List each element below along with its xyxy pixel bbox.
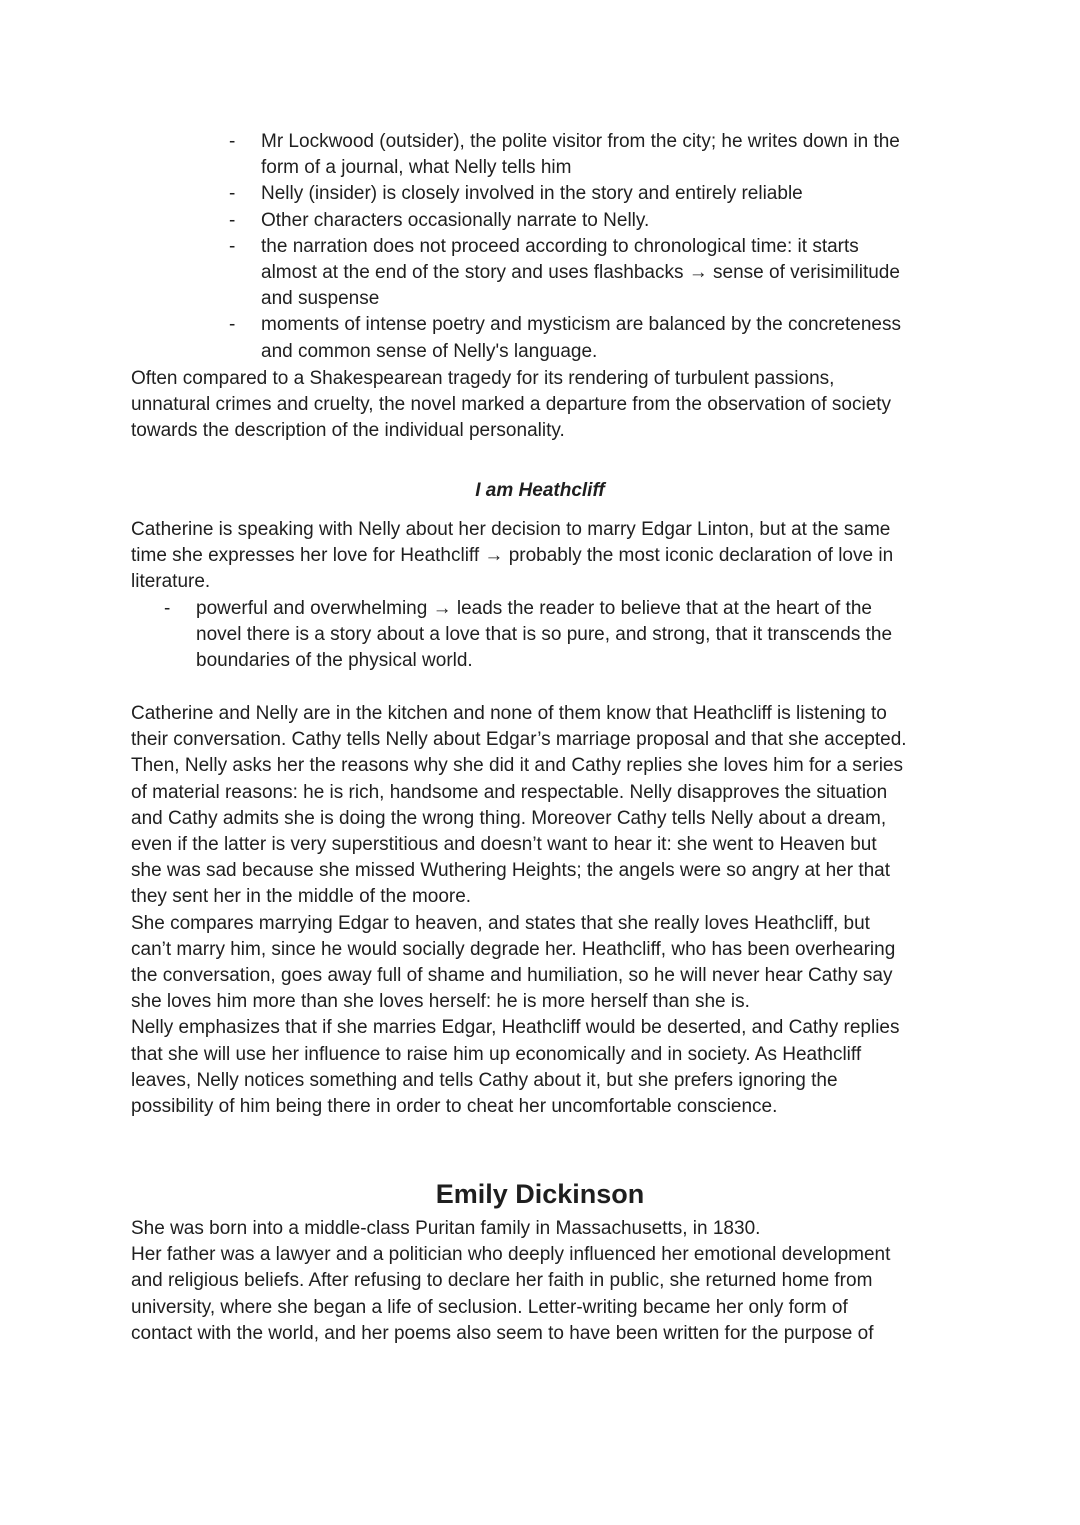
paragraph-line: university, where she began a life of seclusion. Letter-writing became her only form of: [131, 1296, 848, 1318]
comparison-paragraph: [131, 366, 951, 445]
dash-marker: -: [229, 314, 236, 336]
list-item-line: and suspense: [261, 288, 380, 310]
paragraph-line: literature.: [131, 571, 211, 593]
dash-marker: -: [229, 183, 236, 205]
paragraph-line: leaves, Nelly notices something and tells Cathy about it, but she prefers ignoring the: [131, 1069, 838, 1091]
paragraph-line: unnatural crimes and cruelty, the novel marked a departure from the observation of society: [131, 394, 892, 416]
heathcliff-intro-paragraph: [131, 517, 951, 596]
list-item-line: and common sense of Nelly's language.: [261, 340, 598, 362]
list-item-line: moments of intense poetry and mysticism are balanced by the concreteness: [261, 314, 901, 336]
list-item-line: Other characters occasionally narrate to Nelly.: [261, 209, 650, 231]
list-item: [229, 129, 951, 181]
paragraph-line: Then, Nelly asks her the reasons why she did it and Cathy replies she loves him for a series: [131, 755, 903, 777]
list-item-line: powerful and overwhelming → leads the reader to believe that at the heart of the: [196, 598, 872, 619]
paragraph-line: Catherine is speaking with Nelly about her decision to marry Edgar Linton, but at the same: [131, 519, 891, 540]
paragraph-line: and Cathy admits she is doing the wrong thing. Moreover Cathy tells Nelly about a dream,: [131, 807, 887, 829]
list-item-line: the narration does not proceed according to chronological time: it starts: [261, 235, 859, 257]
paragraph-line: contact with the world, and her poems also seem to have been written for the purpose of: [131, 1322, 874, 1344]
list-item-line: novel there is a story about a love that is so pure, and strong, that it transcends the: [196, 624, 893, 646]
list-item-line: Nelly (insider) is closely involved in the story and entirely reliable: [261, 183, 803, 205]
paragraph-line: Catherine and Nelly are in the kitchen and none of them know that Heathcliff is listening to: [131, 703, 887, 724]
list-item-line: almost at the end of the story and uses flashbacks → sense of verisimilitude: [261, 262, 900, 284]
list-item-line: Mr Lockwood (outsider), the polite visitor from the city; he writes down in the: [261, 131, 900, 152]
dash-marker: -: [164, 598, 171, 619]
paragraph-line: can’t marry him, since he would socially degrade her. Heathcliff, who has been overhearing: [131, 938, 896, 960]
list-item: [229, 312, 951, 364]
section-heading-heathcliff: I am Heathcliff: [475, 480, 605, 501]
dash-marker: -: [229, 235, 236, 257]
dash-marker: -: [229, 209, 236, 231]
paragraph-line: She was born into a middle-class Puritan family in Massachusetts, in 1830.: [131, 1218, 761, 1239]
list-item-line: boundaries of the physical world.: [196, 650, 473, 672]
narration-list: [229, 129, 951, 365]
heathcliff-summary-paragraph: [131, 701, 971, 1120]
dash-marker: -: [229, 131, 236, 152]
paragraph-line: She compares marrying Edgar to heaven, and states that she really loves Heathcliff, but: [131, 912, 870, 934]
paragraph-line: they sent her in the middle of the moore.: [131, 886, 472, 908]
paragraph-line: she was sad because she missed Wuthering Heights; the angels were so angry at her that: [131, 860, 891, 882]
paragraph-line: possibility of him being there in order to cheat her uncomfortable conscience.: [131, 1096, 778, 1118]
paragraph-line: even if the latter is very superstitious and doesn’t want to hear it: she went to Heaven but: [131, 834, 877, 856]
list-item: [229, 234, 951, 313]
paragraph-line: Nelly emphasizes that if she marries Edgar, Heathcliff would be deserted, and Cathy replies: [131, 1017, 900, 1039]
section-heading-dickinson: Emily Dickinson: [435, 1179, 645, 1209]
paragraph-line: that she will use her influence to raise him up economically and in society. As Heathcliff: [131, 1043, 862, 1065]
list-item: [229, 208, 951, 234]
paragraph-line: the conversation, goes away full of shame and humiliation, so he will never hear Cathy say: [131, 965, 893, 987]
paragraph-line: Her father was a lawyer and a politician who deeply influenced her emotional development: [131, 1244, 891, 1266]
dickinson-body-paragraph: [131, 1216, 951, 1347]
paragraph-line: she loves him more than she loves herself: he is more herself than she is.: [131, 991, 750, 1013]
paragraph-line: of material reasons: he is rich, handsome and respectable. Nelly disapproves the situation: [131, 781, 888, 803]
paragraph-line: Often compared to a Shakespearean tragedy for its rendering of turbulent passions,: [131, 368, 835, 389]
paragraph-line: their conversation. Cathy tells Nelly about Edgar’s marriage proposal and that she accepted.: [131, 729, 907, 751]
paragraph-line: and religious beliefs. After refusing to declare her faith in public, she returned home from: [131, 1270, 873, 1292]
paragraph-line: time she expresses her love for Heathcliff → probably the most iconic declaration of love in: [131, 545, 894, 567]
list-item: [229, 181, 951, 207]
list-item: [164, 596, 946, 675]
heathcliff-bullet-list: [164, 596, 946, 675]
list-item-line: form of a journal, what Nelly tells him: [261, 157, 572, 179]
paragraph-line: towards the description of the individual personality.: [131, 420, 565, 442]
